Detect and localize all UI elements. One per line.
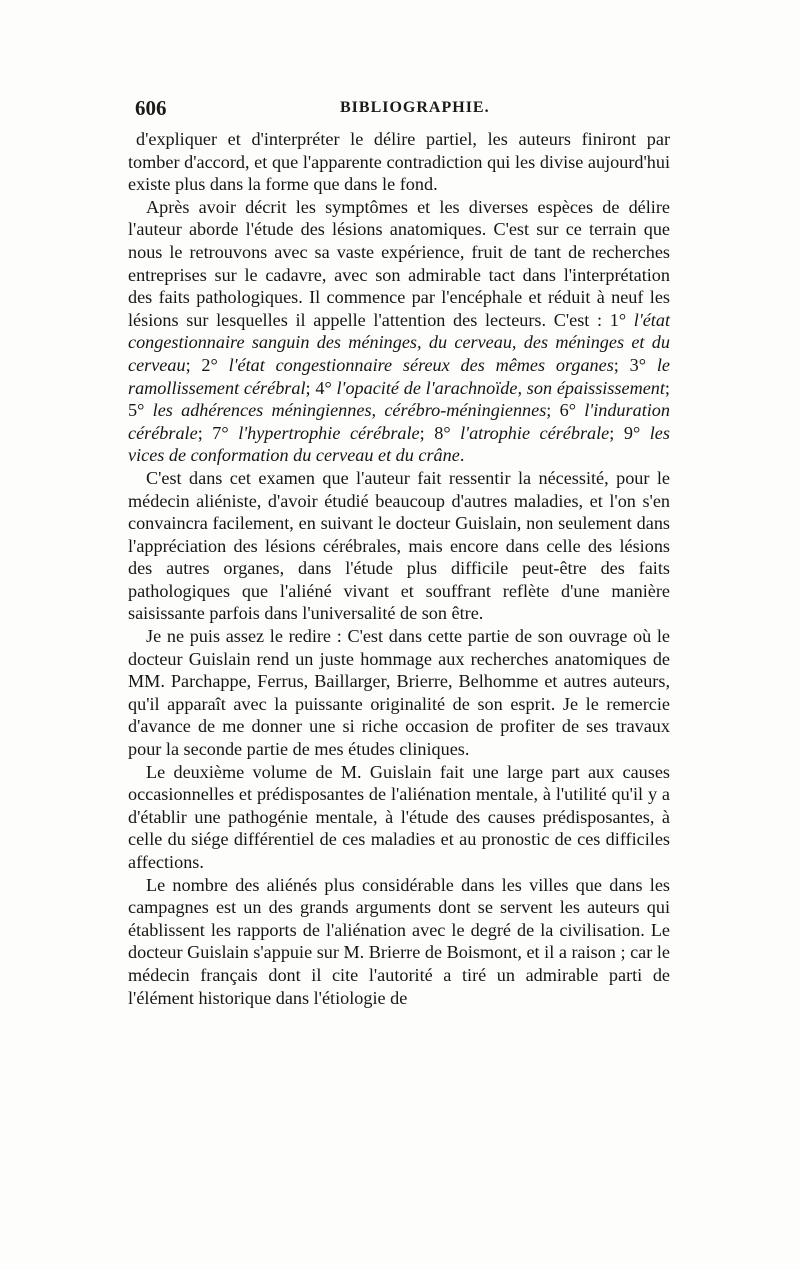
page-header: [135, 96, 670, 124]
lesion-item: 4° l'opacité de l'arachnoïde, son épaississement;: [315, 377, 670, 398]
body-text: [128, 128, 670, 1009]
paragraph-1: d'expliquer et d'interpréter le délire partiel, les auteurs finiront par tomber d'accord, et que l'apparente contradiction qui les divise aujourd'hui existe plus dans la forme que dans le fond.: [128, 129, 670, 195]
lesion-item: 1° l'état congestionnaire sanguin des méninges, du cerveau, des méninges et du cerveau;: [128, 309, 670, 375]
lesion-item: 9° les vices de conformation du cerveau et du crâne.: [128, 422, 670, 466]
paragraph-4: Je ne puis assez le redire : C'est dans cette partie de son ouvrage où le docteur Guislain rend un juste hommage aux recherches anatomiques de MM. Parchappe, Ferrus, Baillarger, Brierre, Belhomme et autres auteurs, qu'il apparaît avec la puissante originalité de son esprit. Je le remercie d'avance de me donner une si riche occasion de profiter de ses travaux pour la seconde partie de mes études cliniques.: [128, 626, 670, 760]
running-title: BIBLIOGRAPHIE.: [340, 99, 490, 116]
lesion-item: 8° l'atrophie cérébrale;: [434, 422, 624, 443]
page-number: 606: [135, 96, 167, 120]
lesion-item: 6° l'induration cérébrale;: [128, 400, 670, 443]
paragraph-2-lesions: [128, 196, 670, 467]
lesion-item: 3° le ramollissement cérébral;: [128, 354, 670, 398]
lesion-item: 2° l'état congestionnaire séreux des mêmes organes;: [201, 354, 630, 375]
paragraph-6: Le nombre des aliénés plus considérable dans les villes que dans les campagnes est un des grands arguments dont se servent les auteurs qui établissent les rapports de l'aliénation avec le degré de la civilisation. Le docteur Guislain s'appuie sur M. Brierre de Boismont, et il a raison ; car le médecin français dont il cite l'autorité a tiré un admirable parti de l'élément historique dans l'étiologie de: [128, 874, 670, 1008]
lesion-item: 5° les adhérences méningiennes, cérébro-méningiennes;: [128, 400, 560, 421]
paragraph-2-intro: Après avoir décrit les symptômes et les diverses espèces de délire l'auteur aborde l'étude des lésions anatomiques. C'est sur ce terrain que nous le retrouvons avec sa vaste expérience, fruit de tant de recherches entreprises sur le cadavre, avec son admirable tact dans l'interprétation des faits pathologiques. Il commence par l'encéphale et réduit à neuf les lésions sur lesquelles il appelle l'attention des lecteurs. C'est :: [128, 196, 670, 330]
lesion-item: 7° l'hypertrophie cérébrale;: [212, 422, 435, 443]
paragraph-3: C'est dans cet examen que l'auteur fait ressentir la nécessité, pour le médecin aliéniste, d'avoir étudié beaucoup d'autres maladies, et l'on s'en convaincra facilement, en suivant le docteur Guislain, non seulement dans l'appréciation des lésions cérébrales, mais encore dans celle des lésions des autres organes, dans l'étude plus difficile peut-être des faits pathologiques que l'aliéné vivant et souffrant reflète d'une manière saisissante parfois dans l'universalité de son être.: [128, 467, 670, 624]
paragraph-5: Le deuxième volume de M. Guislain fait une large part aux causes occasionnelles et prédisposantes de l'aliénation mentale, à l'utilité qu'il y a d'établir une pathogénie mentale, à l'étude des causes prédisposantes, à celle du siége différentiel de ces maladies et au pronostic de ces difficiles affections.: [128, 761, 670, 872]
